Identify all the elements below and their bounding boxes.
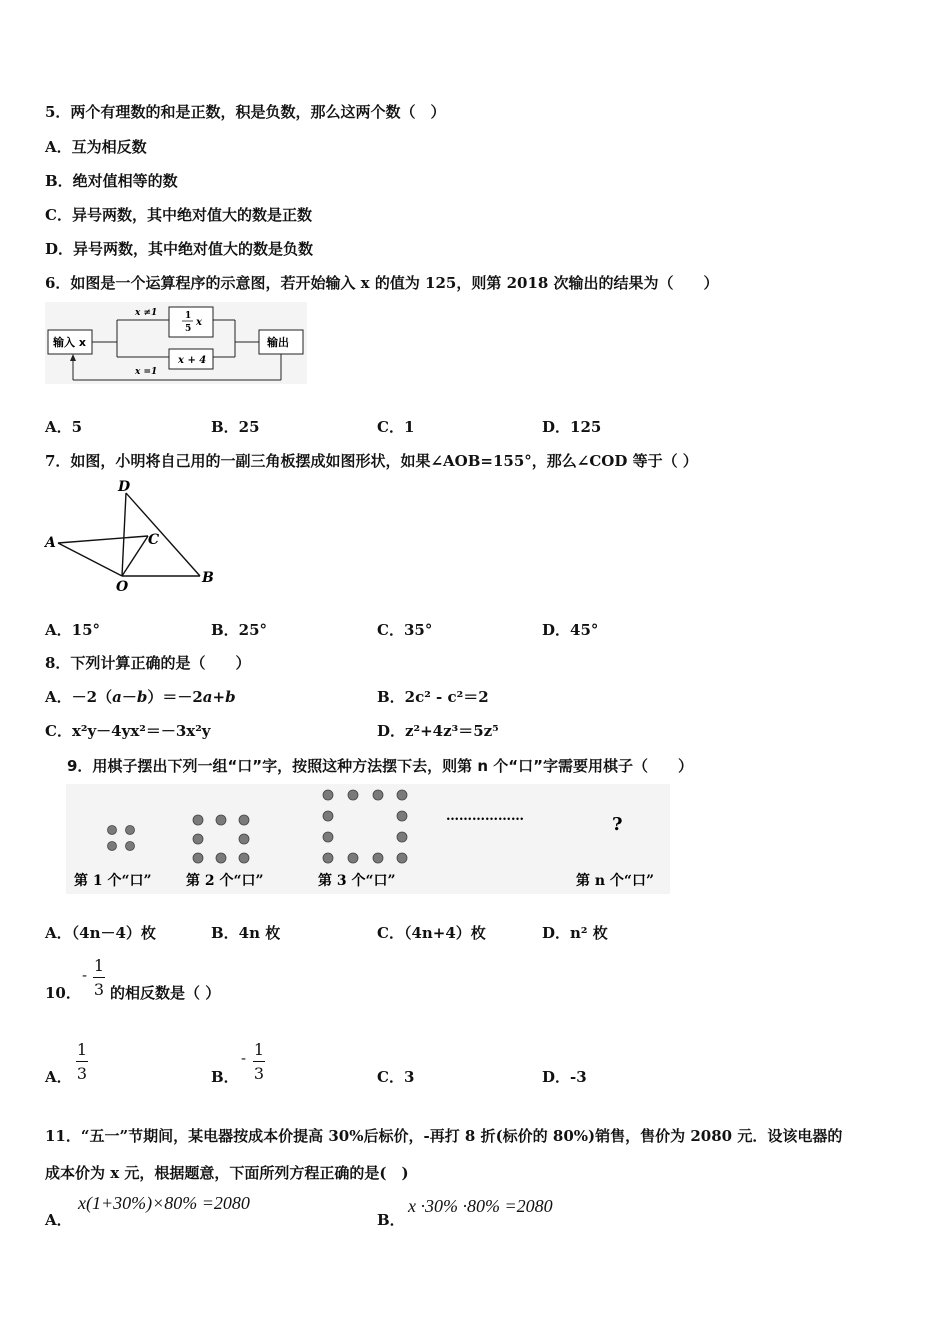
q5-option-b: B．绝对值相等的数 bbox=[45, 172, 178, 190]
q9-question-mark: ? bbox=[612, 814, 623, 835]
q7-option-b: B．25° bbox=[211, 621, 268, 639]
q10-option-a: A． bbox=[45, 1068, 72, 1086]
q9-label-n: 第 n 个“口” bbox=[576, 873, 655, 889]
q9-ellipsis: ……………… bbox=[446, 809, 524, 824]
q6-frac-den: 5 bbox=[185, 324, 192, 334]
q10-option-b-minus: - bbox=[241, 1049, 247, 1067]
q7-label-d: D bbox=[118, 479, 131, 495]
q8-option-c: C．x²y－4yx²＝－3x²y bbox=[45, 722, 211, 740]
q8-stem: 8．下列计算正确的是（ ） bbox=[45, 654, 251, 672]
q7-label-a: A bbox=[45, 535, 56, 551]
q6-option-d: D．125 bbox=[542, 418, 602, 436]
q11-option-b: B． bbox=[377, 1211, 405, 1229]
q6-option-c: C．1 bbox=[377, 418, 415, 436]
q6-input-label: 输入 x bbox=[53, 336, 86, 349]
q6-box-bottom: x + 4 bbox=[178, 355, 207, 366]
q7-triangle-figure bbox=[44, 478, 224, 596]
q6-frac-num: 1 bbox=[185, 311, 192, 321]
q10-fraction: 1 3 bbox=[93, 956, 105, 999]
q9-label-3: 第 3 个“口” bbox=[318, 873, 396, 889]
q7-option-c: C．35° bbox=[377, 621, 433, 639]
q6-cond-top: x ≠1 bbox=[135, 308, 158, 318]
q8-option-d: D．z²+4z³＝5z⁵ bbox=[377, 722, 499, 740]
q10-option-a-fraction: 1 3 bbox=[76, 1040, 88, 1083]
q6-option-a: A．5 bbox=[45, 418, 83, 436]
q8-option-b: B．2c² - c²＝2 bbox=[377, 688, 489, 706]
q7-label-o: O bbox=[116, 579, 129, 595]
q9-stem: 9．用棋子摆出下列一组“口”字，按照这种方法摆下去，则第 n 个“口”字需要用棋子（ ） bbox=[67, 757, 693, 775]
q7-stem: 7．如图，小明将自己用的一副三角板摆成如图形状，如果∠AOB=155°，那么∠COD 等于（ ） bbox=[45, 452, 698, 470]
q10-option-d: D．-3 bbox=[542, 1068, 587, 1086]
q11-option-b-equation: x ·30% ·80% =2080 bbox=[408, 1196, 553, 1216]
q7-option-d: D．45° bbox=[542, 621, 599, 639]
q6-option-b: B．25 bbox=[211, 418, 260, 436]
q10-number: 10． bbox=[45, 984, 81, 1002]
q7-label-b: B bbox=[202, 570, 214, 586]
q5-option-c: C．异号两数，其中绝对值大的数是正数 bbox=[45, 206, 312, 224]
q6-output-label: 输出 bbox=[267, 336, 289, 349]
q5-option-d: D．异号两数，其中绝对值大的数是负数 bbox=[45, 240, 314, 258]
q11-option-a-equation: x(1+30%)×80% =2080 bbox=[78, 1193, 250, 1213]
q8-option-a: A．－2（a－b）＝－2a+b bbox=[45, 688, 236, 706]
q9-option-b: B．4n 枚 bbox=[211, 924, 281, 942]
q5-option-a: A．互为相反数 bbox=[45, 138, 147, 156]
q7-option-a: A．15° bbox=[45, 621, 101, 639]
q10-option-b: B． bbox=[211, 1068, 239, 1086]
q9-chess-figure bbox=[66, 784, 670, 894]
q11-stem-line1: 11．“五一”节期间，某电器按成本价提高 30%后标价，-再打 8 折(标价的 80%)销售，售价为 2080 元．设该电器的 bbox=[45, 1127, 843, 1145]
q10-stem-tail: 的相反数是（ ） bbox=[110, 984, 221, 1002]
q10-minus: - bbox=[82, 966, 88, 984]
q9-option-d: D．n² 枚 bbox=[542, 924, 608, 942]
q5-stem: 5．两个有理数的和是正数，积是负数，那么这两个数（ ） bbox=[45, 103, 446, 121]
q6-flowchart bbox=[45, 302, 307, 384]
q6-stem: 6．如图是一个运算程序的示意图，若开始输入 x 的值为 125，则第 2018 次输出的结果为（ ） bbox=[45, 274, 719, 292]
q9-option-c: C．（4n+4）枚 bbox=[377, 924, 486, 942]
q9-label-1: 第 1 个“口” bbox=[74, 873, 152, 889]
q7-label-c: C bbox=[148, 532, 160, 548]
q10-option-b-fraction: 1 3 bbox=[253, 1040, 265, 1083]
q10-option-c: C．3 bbox=[377, 1068, 415, 1086]
q6-cond-bottom: x =1 bbox=[135, 367, 158, 377]
q6-frac-var: x bbox=[196, 317, 202, 328]
q11-stem-line2: 成本价为 x 元，根据题意，下面所列方程正确的是( ) bbox=[45, 1164, 409, 1182]
q9-option-a: A．（4n－4）枚 bbox=[45, 924, 156, 942]
q11-option-a: A． bbox=[45, 1211, 72, 1229]
q9-label-2: 第 2 个“口” bbox=[186, 873, 264, 889]
